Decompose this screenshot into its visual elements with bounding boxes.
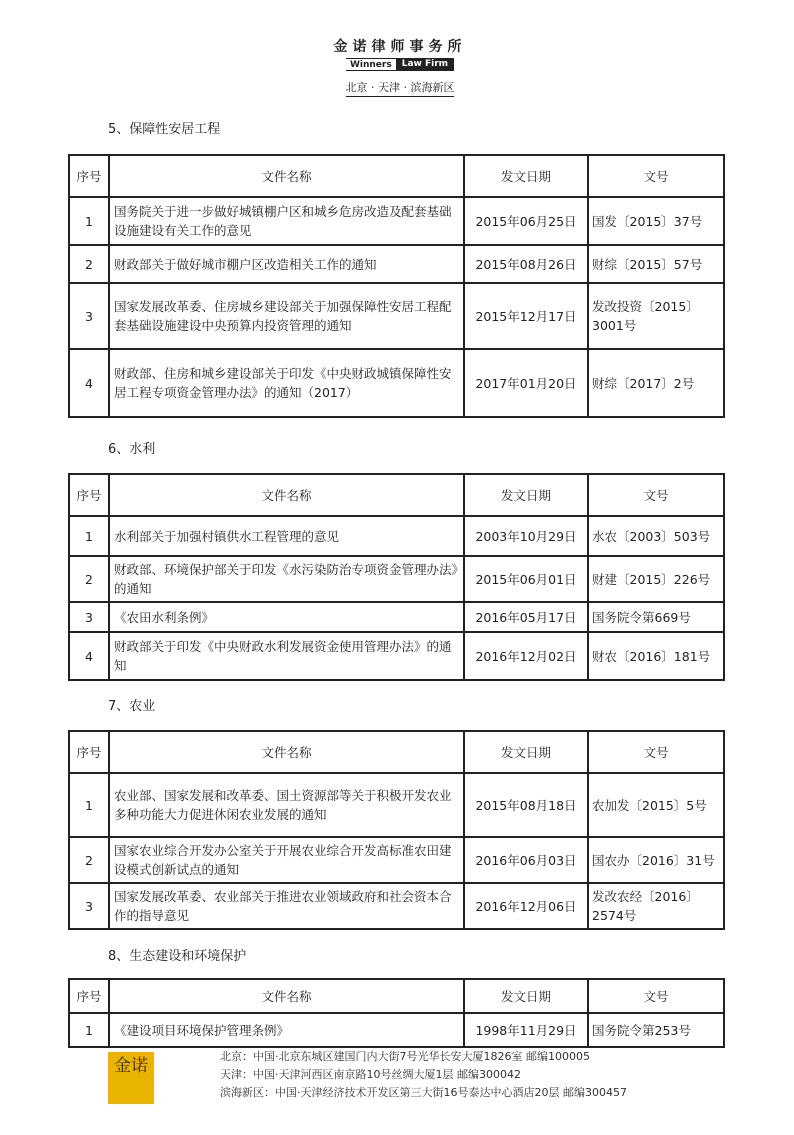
row-date: 2016年12月06日 (464, 883, 588, 929)
table-row (69, 1013, 724, 1047)
row-no: 3 (69, 602, 109, 632)
row-date: 2015年12月17日 (464, 283, 588, 349)
row-no: 4 (69, 349, 109, 417)
table-row (69, 349, 724, 417)
address-beijing: 北京：中国·北京东城区建国门内大街7号光华长安大厦1826室 邮编100005 (220, 1050, 590, 1063)
address-binhai: 滨海新区：中国·天津经济技术开发区第三大街16号泰达中心酒店20层 邮编300457 (220, 1086, 627, 1099)
section-title: 8、生态建设和环境保护 (108, 949, 247, 964)
row-name: 水利部关于加强村镇供水工程管理的意见 (109, 516, 464, 556)
row-no: 4 (69, 632, 109, 680)
row-num: 国务院令第669号 (588, 602, 724, 632)
row-date: 2016年12月02日 (464, 632, 588, 680)
row-date: 2016年05月17日 (464, 602, 588, 632)
firm-name-en (300, 58, 500, 71)
row-date: 2015年06月01日 (464, 556, 588, 602)
table-row (69, 837, 724, 883)
row-no: 2 (69, 837, 109, 883)
row-num: 财综〔2017〕2号 (588, 349, 724, 417)
row-name: 《农田水利条例》 (109, 602, 464, 632)
office-cities: 北京 · 天津 · 滨海新区 (346, 79, 455, 97)
col-header-num: 文号 (588, 474, 724, 516)
table-row (69, 197, 724, 245)
row-num: 国农办〔2016〕31号 (588, 837, 724, 883)
row-no: 1 (69, 197, 109, 245)
col-header-no: 序号 (69, 155, 109, 197)
row-name: 农业部、国家发展和改革委、国土资源部等关于积极开发农业多种功能大力促进休闲农业发展的通知 (109, 773, 464, 837)
col-header-date: 发文日期 (464, 155, 588, 197)
firm-logo: 金诺 (108, 1052, 154, 1104)
row-no: 3 (69, 283, 109, 349)
row-date: 2015年08月26日 (464, 245, 588, 283)
table-row (69, 245, 724, 283)
row-num: 国发〔2015〕37号 (588, 197, 724, 245)
row-num: 财综〔2015〕57号 (588, 245, 724, 283)
row-name: 财政部关于印发《中央财政水利发展资金使用管理办法》的通知 (109, 632, 464, 680)
row-num: 发改农经〔2016〕2574号 (588, 883, 724, 929)
document-table (68, 473, 725, 681)
col-header-num: 文号 (588, 979, 724, 1013)
row-num: 国务院令第253号 (588, 1013, 724, 1047)
row-no: 1 (69, 1013, 109, 1047)
col-header-name: 文件名称 (109, 979, 464, 1013)
row-date: 2015年06月25日 (464, 197, 588, 245)
col-header-name: 文件名称 (109, 731, 464, 773)
section-title: 5、保障性安居工程 (108, 122, 221, 137)
document-table (68, 978, 725, 1048)
row-name: 财政部、住房和城乡建设部关于印发《中央财政城镇保障性安居工程专项资金管理办法》的通知（2017） (109, 349, 464, 417)
col-header-num: 文号 (588, 731, 724, 773)
row-name: 国家发展改革委、农业部关于推进农业领域政府和社会资本合作的指导意见 (109, 883, 464, 929)
table-header-row (69, 979, 724, 1013)
row-name: 国家发展改革委、住房城乡建设部关于加强保障性安居工程配套基础设施建设中央预算内投资管理的通知 (109, 283, 464, 349)
col-header-no: 序号 (69, 731, 109, 773)
row-num: 财建〔2015〕226号 (588, 556, 724, 602)
firm-name-cn: 金诺律师事务所 (333, 39, 467, 55)
row-no: 1 (69, 516, 109, 556)
row-no: 2 (69, 556, 109, 602)
address-tianjin: 天津：中国·天津河西区南京路10号丝绸大厦1层 邮编300042 (220, 1068, 521, 1081)
col-header-name: 文件名称 (109, 155, 464, 197)
col-header-date: 发文日期 (464, 979, 588, 1013)
row-name: 财政部、环境保护部关于印发《水污染防治专项资金管理办法》的通知 (109, 556, 464, 602)
row-num: 发改投资〔2015〕3001号 (588, 283, 724, 349)
col-header-date: 发文日期 (464, 474, 588, 516)
row-no: 1 (69, 773, 109, 837)
firm-name-en-left: Winners (346, 58, 396, 71)
table-row (69, 283, 724, 349)
table-row (69, 632, 724, 680)
col-header-no: 序号 (69, 979, 109, 1013)
row-name: 国务院关于进一步做好城镇棚户区和城乡危房改造及配套基础设施建设有关工作的意见 (109, 197, 464, 245)
row-name: 《建设项目环境保护管理条例》 (109, 1013, 464, 1047)
letterhead (300, 36, 500, 97)
table-header-row (69, 474, 724, 516)
document-table (68, 730, 725, 930)
table-row (69, 883, 724, 929)
office-addresses (220, 1048, 627, 1102)
row-no: 2 (69, 245, 109, 283)
row-date: 2016年06月03日 (464, 837, 588, 883)
row-num: 农加发〔2015〕5号 (588, 773, 724, 837)
table-header-row (69, 731, 724, 773)
row-num: 水农〔2003〕503号 (588, 516, 724, 556)
section-title: 6、水利 (108, 442, 156, 457)
row-name: 国家农业综合开发办公室关于开展农业综合开发高标准农田建设模式创新试点的通知 (109, 837, 464, 883)
row-date: 2017年01月20日 (464, 349, 588, 417)
row-date: 2003年10月29日 (464, 516, 588, 556)
row-date: 2015年08月18日 (464, 773, 588, 837)
row-num: 财农〔2016〕181号 (588, 632, 724, 680)
firm-name-en-right: Law Firm (396, 58, 454, 71)
row-name: 财政部关于做好城市棚户区改造相关工作的通知 (109, 245, 464, 283)
table-row (69, 556, 724, 602)
col-header-date: 发文日期 (464, 731, 588, 773)
document-table (68, 154, 725, 418)
table-row (69, 516, 724, 556)
table-header-row (69, 155, 724, 197)
table-row (69, 602, 724, 632)
page-footer (108, 1048, 748, 1108)
row-date: 1998年11月29日 (464, 1013, 588, 1047)
col-header-num: 文号 (588, 155, 724, 197)
col-header-no: 序号 (69, 474, 109, 516)
col-header-name: 文件名称 (109, 474, 464, 516)
section-title: 7、农业 (108, 699, 156, 714)
row-no: 3 (69, 883, 109, 929)
table-row (69, 773, 724, 837)
